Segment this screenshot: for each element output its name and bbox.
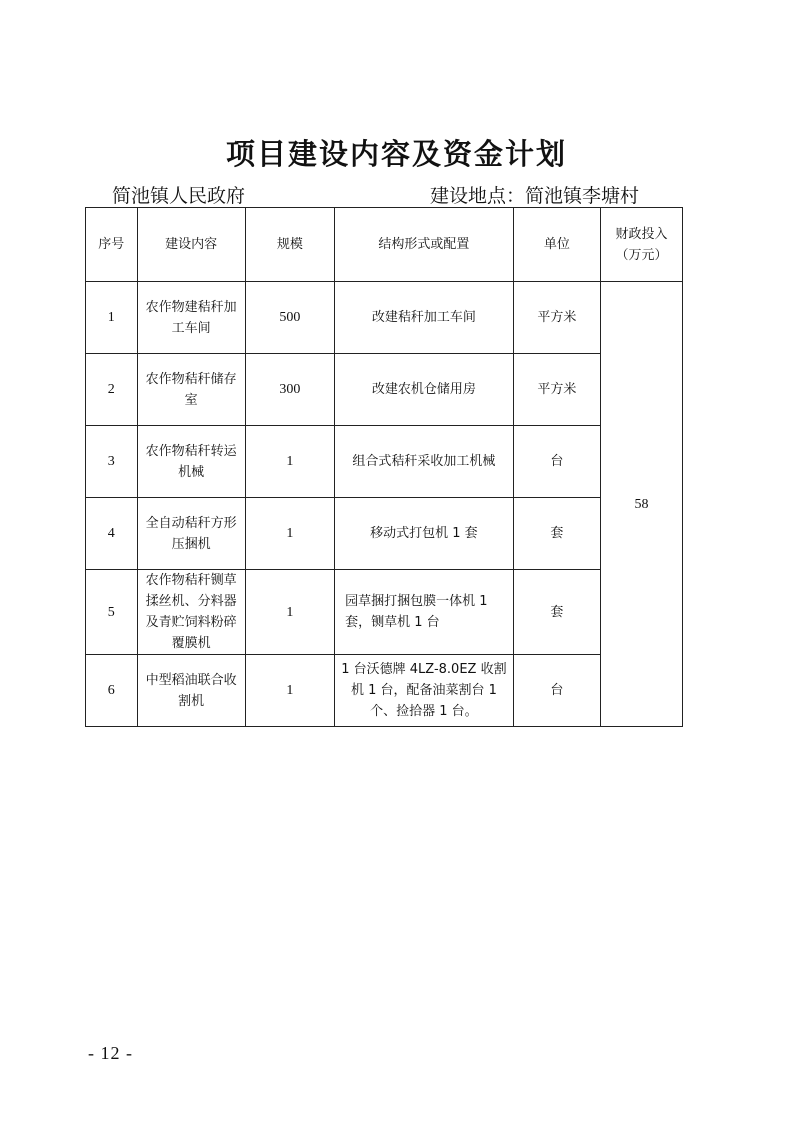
row-no: 1 bbox=[86, 282, 138, 354]
document-title: 项目建设内容及资金计划 bbox=[225, 137, 567, 171]
header-content: 建设内容 bbox=[137, 208, 245, 282]
header-investment: 财政投入（万元） bbox=[600, 208, 682, 282]
row-unit: 套 bbox=[513, 570, 600, 655]
row-no: 3 bbox=[86, 426, 138, 498]
row-scale: 1 bbox=[245, 498, 334, 570]
plan-table bbox=[85, 207, 683, 727]
construction-location: 建设地点：简池镇李塘村 bbox=[430, 185, 640, 207]
investment-total: 58 bbox=[600, 282, 682, 727]
row-unit: 台 bbox=[513, 655, 600, 727]
table-header-row bbox=[86, 208, 683, 282]
table-row bbox=[86, 426, 683, 498]
row-no: 2 bbox=[86, 354, 138, 426]
row-config: 移动式打包机 1 套 bbox=[335, 498, 514, 570]
row-scale: 500 bbox=[245, 282, 334, 354]
page-number: - 12 - bbox=[88, 1043, 133, 1063]
header-config: 结构形式或配置 bbox=[335, 208, 514, 282]
row-scale: 1 bbox=[245, 570, 334, 655]
row-scale: 1 bbox=[245, 426, 334, 498]
row-content: 农作物秸秆铡草揉丝机、分料器及青贮饲料粉碎覆膜机 bbox=[137, 570, 245, 655]
table-row bbox=[86, 354, 683, 426]
table-row bbox=[86, 655, 683, 727]
row-content: 全自动秸秆方形压捆机 bbox=[137, 498, 245, 570]
row-config: 组合式秸秆采收加工机械 bbox=[335, 426, 514, 498]
header-scale: 规模 bbox=[245, 208, 334, 282]
row-config: 改建农机仓储用房 bbox=[335, 354, 514, 426]
header-unit: 单位 bbox=[513, 208, 600, 282]
row-content: 农作物秸秆转运机械 bbox=[137, 426, 245, 498]
row-content: 农作物秸秆储存室 bbox=[137, 354, 245, 426]
table-row bbox=[86, 570, 683, 655]
table-row bbox=[86, 282, 683, 354]
row-no: 6 bbox=[86, 655, 138, 727]
row-config: 1 台沃德牌 4LZ-8.0EZ 收割机 1 台，配备油菜割台 1 个、捡拾器 1 台。 bbox=[335, 655, 514, 727]
row-content: 中型稻油联合收割机 bbox=[137, 655, 245, 727]
row-config: 园草捆打捆包膜一体机 1 套，铡草机 1 台 bbox=[335, 570, 514, 655]
row-scale: 1 bbox=[245, 655, 334, 727]
row-config: 改建秸秆加工车间 bbox=[335, 282, 514, 354]
row-no: 5 bbox=[86, 570, 138, 655]
row-unit: 平方米 bbox=[513, 354, 600, 426]
table-row bbox=[86, 498, 683, 570]
row-no: 4 bbox=[86, 498, 138, 570]
row-scale: 300 bbox=[245, 354, 334, 426]
row-unit: 套 bbox=[513, 498, 600, 570]
row-content: 农作物建秸秆加工车间 bbox=[137, 282, 245, 354]
row-unit: 平方米 bbox=[513, 282, 600, 354]
header-no: 序号 bbox=[86, 208, 138, 282]
organization-name: 简池镇人民政府 bbox=[112, 185, 246, 207]
row-unit: 台 bbox=[513, 426, 600, 498]
